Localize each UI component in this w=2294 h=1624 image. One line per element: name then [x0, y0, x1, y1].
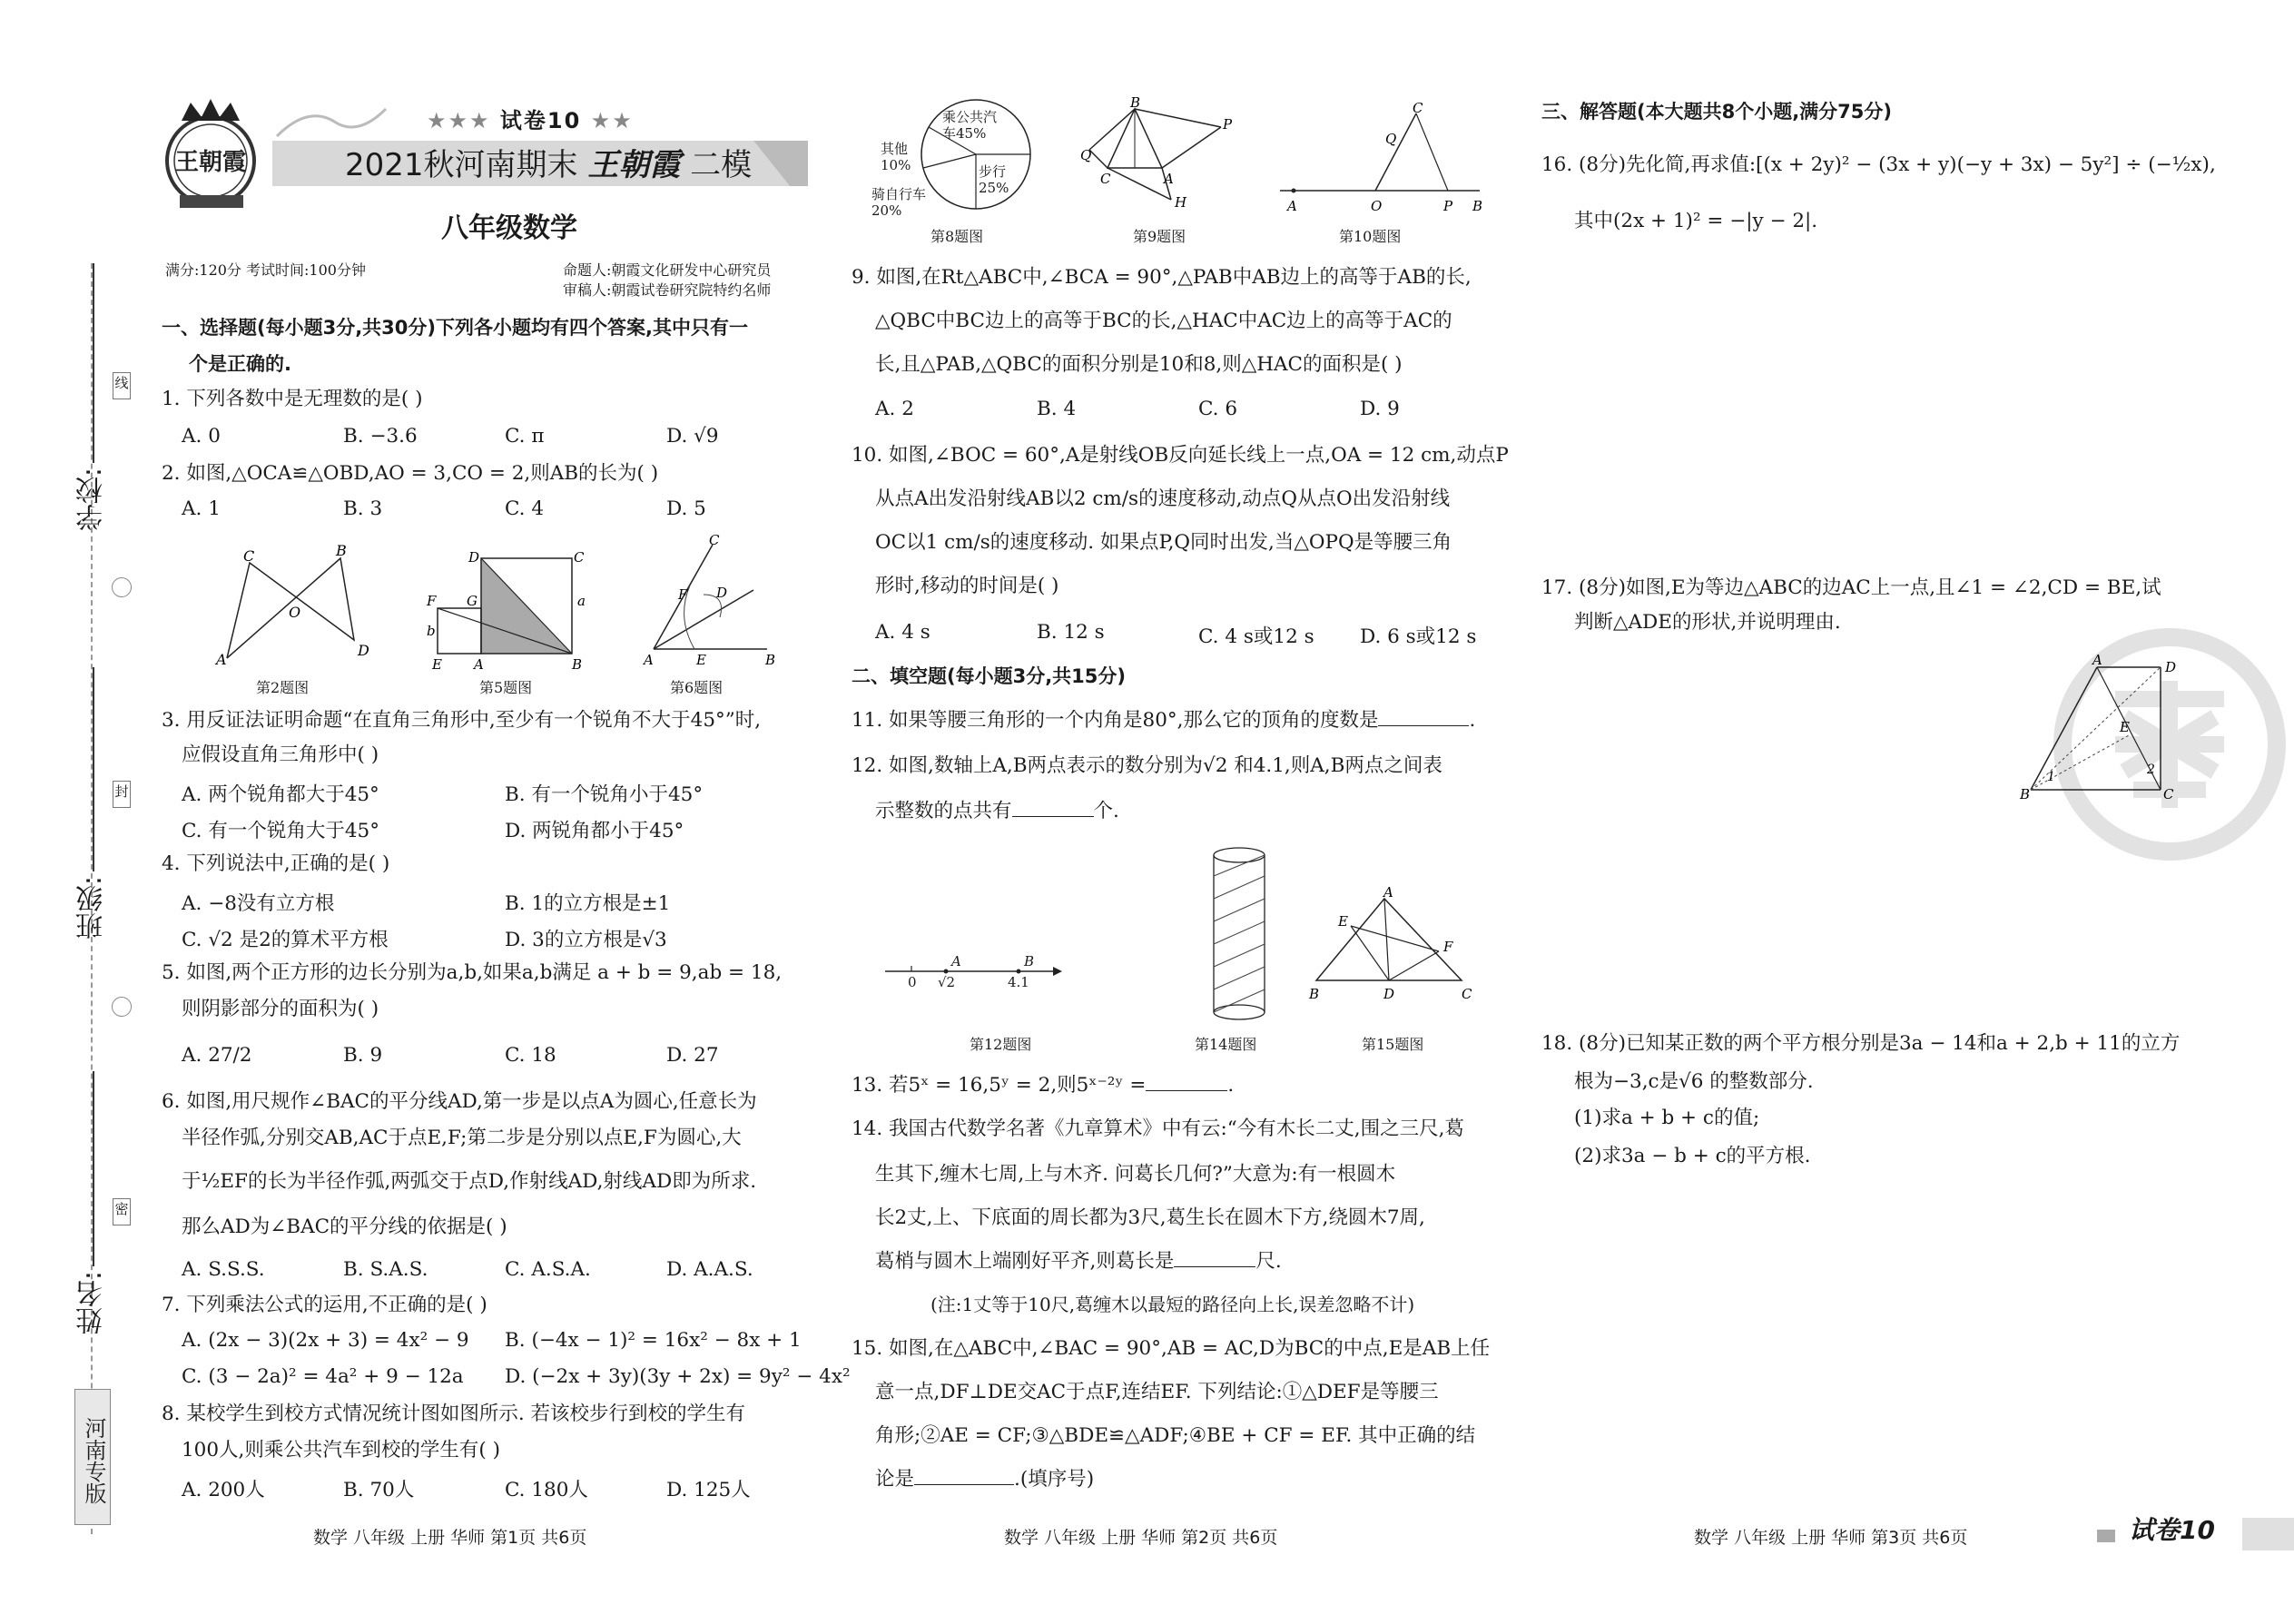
q6-option-a[interactable]: A. S.S.S.: [182, 1258, 265, 1281]
svg-text:G: G: [467, 593, 478, 609]
svg-text:a: a: [577, 593, 586, 609]
svg-text:A: A: [1164, 171, 1174, 187]
caption-fig2: 第2题图: [256, 679, 310, 696]
q14-stem-4: [875, 1249, 1282, 1275]
svg-text:P: P: [1443, 198, 1453, 214]
pie-label-bike: 骑自行车20%: [871, 186, 927, 219]
svg-text:C: C: [243, 547, 255, 565]
seal-mark-seal: 封: [113, 781, 131, 808]
q10-stem-1: 10. 如图,∠BOC = 60°,A是射线OB反向延长线上一点,OA = 12 cm,动点P: [852, 444, 1509, 467]
q13-stem: 13. 若5ˣ = 16,5ʸ = 2,则5ˣ⁻²ʸ = .: [852, 1074, 1235, 1097]
svg-text:F: F: [1443, 939, 1453, 955]
figure-q17: [2020, 645, 2201, 803]
exam-suffix: 二模: [690, 147, 753, 183]
svg-text:O: O: [289, 604, 301, 621]
nl-b-label: B: [1024, 953, 1035, 969]
q3-option-b[interactable]: B. 有一个锐角小于45°: [505, 783, 704, 806]
class-label: 班级:: [76, 876, 108, 940]
svg-text:B: B: [572, 656, 583, 673]
school-label: 学校:: [76, 468, 108, 532]
pie-label-bus: 乘公共汽车45%: [942, 109, 998, 142]
q12-answer-blank[interactable]: [1012, 799, 1094, 817]
caption-fig5: 第5题图: [479, 679, 533, 696]
section1-title-cont: 个是正确的.: [189, 353, 291, 375]
svg-text:A: A: [216, 651, 227, 668]
q8-option-b[interactable]: B. 70人: [343, 1479, 415, 1501]
svg-text:1: 1: [2047, 770, 2055, 784]
seal-mark-secret: 密: [113, 1198, 131, 1225]
q17-stem-2: 判断△ADE的形状,并说明理由.: [1574, 611, 1841, 634]
q8-option-c[interactable]: C. 180人: [505, 1479, 588, 1501]
q10-option-b[interactable]: B. 12 s: [1037, 621, 1105, 644]
svg-text:C: C: [1413, 100, 1423, 116]
nl-sqrt2: √2: [938, 974, 956, 990]
caption-fig12: 第12题图: [970, 1036, 1032, 1053]
q17-stem-1: 17. (8分)如图,E为等边△ABC的边AC上一点,且∠1 = ∠2,CD = BE,试: [1541, 576, 2161, 599]
caption-fig9: 第9题图: [1133, 228, 1186, 245]
q15-text-tail: .(填序号): [1014, 1468, 1095, 1491]
q11-stem: 11. 如果等腰三角形的一个内角是80°,那么它的顶角的度数是 .: [852, 709, 1476, 732]
q3-option-c[interactable]: C. 有一个锐角大于45°: [182, 820, 379, 842]
q6-option-c[interactable]: C. A.S.A.: [505, 1258, 591, 1281]
q9-stem-2: △QBC中BC边上的高等于BC的长,△HAC中AC边上的高等于AC的: [875, 310, 1452, 332]
q18-stem-2: 根为−3,c是√6 的整数部分.: [1574, 1070, 1814, 1093]
footer-page2: 数学 八年级 上册 华师 第2页 共6页: [1004, 1528, 1278, 1548]
q14-stem-1: 14. 我国古代数学名著《九章算术》中有云:“今有木长二丈,围之三尺,葛: [852, 1117, 1464, 1140]
q14-text: 葛梢与圆木上端刚好平齐,则葛长是: [875, 1250, 1175, 1273]
seal-mark-line: 线: [113, 372, 131, 399]
q4-option-c[interactable]: C. √2 是2的算术平方根: [182, 929, 389, 951]
svg-text:D: D: [358, 642, 369, 659]
q15-stem-3: 角形;②AE = CF;③△BDE≌△ADF;④BE + CF = EF. 其中正确的结: [875, 1424, 1476, 1447]
q1-option-d[interactable]: D. √9: [666, 425, 719, 448]
q5-option-d[interactable]: D. 27: [666, 1044, 719, 1067]
q15-text: 论是: [875, 1468, 915, 1491]
figure-q5: [427, 549, 590, 672]
q4-stem: 4. 下列说法中,正确的是( ): [162, 852, 390, 875]
svg-text:C: C: [709, 532, 720, 548]
q2-option-b[interactable]: B. 3: [343, 497, 383, 520]
q2-option-c[interactable]: C. 4: [505, 497, 545, 520]
edition-badge: 河南专版: [74, 1389, 111, 1525]
q5-option-c[interactable]: C. 18: [505, 1044, 556, 1067]
q6-option-b[interactable]: B. S.A.S.: [343, 1258, 428, 1281]
svg-text:D: D: [716, 585, 728, 601]
q10-option-a[interactable]: A. 4 s: [875, 621, 930, 644]
svg-text:B: B: [765, 652, 776, 668]
svg-text:B: B: [1472, 198, 1483, 214]
q11-text: 11. 如果等腰三角形的一个内角是80°,那么它的顶角的度数是: [852, 709, 1379, 732]
paper-label: ★★★ 试卷10 ★★: [427, 108, 634, 133]
brand-name: 王朝霞: [587, 147, 681, 183]
nl-a-label: A: [951, 953, 961, 969]
footer-page3: 数学 八年级 上册 华师 第3页 共6页: [1694, 1528, 1968, 1548]
q2-option-d[interactable]: D. 5: [666, 497, 706, 520]
caption-fig10: 第10题图: [1339, 228, 1402, 245]
svg-text:B: B: [1309, 986, 1320, 1002]
exam-info: 满分:120分 考试时间:100分钟: [165, 261, 366, 279]
footer-deco-block: [2097, 1530, 2115, 1542]
svg-text:F: F: [678, 586, 688, 603]
svg-text:B: B: [2020, 786, 2031, 802]
q7-option-c[interactable]: C. (3 − 2a)² = 4a² + 9 − 12a: [182, 1365, 464, 1388]
figure-q9: [1080, 94, 1262, 218]
q6-stem-4: 那么AD为∠BAC的平分线的依据是( ): [182, 1216, 507, 1238]
q9-stem-1: 9. 如图,在Rt△ABC中,∠BCA = 90°,△PAB中AB边上的高等于AB的长,: [852, 266, 1472, 289]
q18-sub-2: (2)求3a − b + c的平方根.: [1574, 1145, 1811, 1167]
q14-note: (注:1丈等于10尺,葛缠木以最短的路径向上长,误差忽略不计): [930, 1294, 1415, 1315]
svg-text:A: A: [1287, 198, 1297, 214]
q10-stem-2: 从点A出发沿射线AB以2 cm/s的速度移动,动点Q从点O出发沿射线: [875, 487, 1451, 510]
caption-fig8: 第8题图: [930, 228, 984, 245]
svg-text:A: A: [474, 656, 484, 673]
caption-fig6: 第6题图: [670, 679, 724, 696]
q2-option-a[interactable]: A. 1: [182, 497, 221, 520]
q10-option-d[interactable]: D. 6 s或12 s: [1360, 625, 1477, 648]
q4-option-b[interactable]: B. 1的立方根是±1: [505, 892, 671, 915]
q18-stem-1: 18. (8分)已知某正数的两个平方根分别是3a − 14和a + 2,b + 11的立方: [1541, 1032, 2181, 1055]
svg-text:B: B: [1130, 94, 1141, 111]
reviewer-info: 审稿人:朝霞试卷研究院特约名师: [563, 281, 772, 299]
q1-option-c[interactable]: C. π: [505, 425, 545, 448]
footer-page1: 数学 八年级 上册 华师 第1页 共6页: [313, 1528, 587, 1548]
q1-stem: 1. 下列各数中是无理数的是( ): [162, 388, 423, 410]
subject-title: 八年级数学: [441, 212, 577, 244]
q3-stem-1: 3. 用反证法证明命题“在直角三角形中,至少有一个锐角不大于45°”时,: [162, 709, 762, 732]
svg-text:C: C: [1462, 986, 1472, 1002]
svg-text:C: C: [2163, 786, 2174, 802]
svg-text:E: E: [2120, 719, 2130, 735]
svg-text:F: F: [427, 593, 437, 609]
q4-option-d[interactable]: D. 3的立方根是√3: [505, 929, 667, 951]
section2-title: 二、填空题(每小题3分,共15分): [852, 665, 1127, 687]
q10-option-c[interactable]: C. 4 s或12 s: [1198, 625, 1314, 648]
q13-text: 13. 若5ˣ = 16,5ʸ = 2,则5ˣ⁻²ʸ =: [852, 1074, 1147, 1097]
q5-stem-1: 5. 如图,两个正方形的边长分别为a,b,如果a,b满足 a + b = 9,ab = 18,: [162, 961, 783, 984]
svg-text:B: B: [336, 542, 347, 559]
svg-text:C: C: [574, 549, 585, 566]
q5-option-b[interactable]: B. 9: [343, 1044, 383, 1067]
caption-fig15: 第15题图: [1362, 1036, 1424, 1053]
q9-option-c[interactable]: C. 6: [1198, 398, 1238, 420]
svg-text:Q: Q: [1080, 147, 1092, 163]
q12-text-tail: 个.: [1093, 800, 1119, 822]
section1-title: 一、选择题(每小题3分,共30分)下列各小题均有四个答案,其中只有一: [162, 317, 748, 339]
figure-q10: [1262, 100, 1489, 218]
q6-stem-2: 半径作弧,分别交AB,AC于点E,F;第二步是分别以点E,F为圆心,大: [182, 1127, 742, 1149]
paper-label-text: 试卷10: [499, 108, 582, 133]
svg-text:b: b: [427, 623, 436, 639]
name-label: 姓名:: [76, 1271, 108, 1335]
page2-column: [835, 0, 1525, 1624]
svg-text:D: D: [2165, 659, 2177, 675]
q6-option-d[interactable]: D. A.A.S.: [666, 1258, 753, 1281]
q3-option-a[interactable]: A. 两个锐角都大于45°: [182, 783, 379, 806]
q12-stem-1: 12. 如图,数轴上A,B两点表示的数分别为√2 和4.1,则A,B两点之间表: [852, 754, 1442, 777]
svg-text:E: E: [696, 652, 706, 668]
figure-q15: [1307, 884, 1472, 1003]
q1-option-a[interactable]: A. 0: [182, 425, 221, 448]
q15-stem-4: [875, 1467, 1094, 1492]
svg-text:E: E: [1338, 913, 1348, 930]
svg-text:Q: Q: [1385, 131, 1397, 147]
q7-stem: 7. 下列乘法公式的运用,不正确的是( ): [162, 1294, 487, 1316]
page1-column: [0, 0, 851, 1624]
q3-option-d[interactable]: D. 两锐角都小于45°: [505, 820, 684, 842]
q4-option-a[interactable]: A. −8没有立方根: [182, 892, 335, 915]
svg-text:2: 2: [2147, 763, 2155, 777]
svg-text:A: A: [2092, 652, 2102, 668]
q6-stem-3: 于½EF的长为半径作弧,两弧交于点D,作射线AD,射线AD即为所求.: [182, 1170, 757, 1193]
q10-stem-4: 形时,移动的时间是( ): [875, 575, 1059, 597]
figure-q14-cylinder: [1207, 844, 1271, 1026]
q5-stem-2: 则阴影部分的面积为( ): [182, 998, 379, 1020]
footer-paper-label: 试卷10: [2129, 1515, 2215, 1545]
q12-text: 示整数的点共有: [875, 800, 1012, 822]
svg-text:A: A: [644, 652, 654, 668]
svg-text:A: A: [1383, 884, 1393, 901]
figure-q2: [209, 542, 381, 672]
q5-option-a[interactable]: A. 27/2: [182, 1044, 252, 1067]
section3-title: 三、解答题(本大题共8个小题,满分75分): [1541, 101, 1893, 123]
svg-text:O: O: [1371, 198, 1383, 214]
q13-answer-blank[interactable]: [1146, 1073, 1227, 1091]
svg-text:P: P: [1223, 116, 1233, 133]
pie-label-other: 其他10%: [881, 141, 911, 173]
caption-fig14: 第14题图: [1195, 1036, 1257, 1053]
q7-option-a[interactable]: A. (2x − 3)(2x + 3) = 4x² − 9: [182, 1329, 469, 1352]
q9-option-b[interactable]: B. 4: [1037, 398, 1077, 420]
q1-option-b[interactable]: B. −3.6: [343, 425, 418, 448]
author-info: 命题人:朝霞文化研发中心研究员: [563, 261, 772, 279]
q16-stem-1: 16. (8分)先化简,再求值:[(x + 2y)² − (3x + y)(−y + 3x) − 5y²] ÷ (−½x),: [1541, 153, 2216, 176]
svg-text:D: D: [1383, 986, 1395, 1002]
q7-option-b[interactable]: B. (−4x − 1)² = 16x² − 8x + 1: [505, 1329, 802, 1352]
svg-text:D: D: [468, 549, 480, 566]
svg-text:E: E: [432, 656, 442, 673]
q8-option-d[interactable]: D. 125人: [666, 1479, 751, 1501]
q10-stem-3: OC以1 cm/s的速度移动. 如果点P,Q同时出发,当△OPQ是等腰三角: [875, 531, 1452, 554]
q14-stem-3: 长2丈,上、下底面的周长都为3尺,葛生长在圆木下方,绕圆木7周,: [875, 1206, 1425, 1229]
q16-stem-2: 其中(2x + 1)² = −|y − 2|.: [1574, 210, 1818, 232]
q14-text-tail: 尺.: [1255, 1250, 1282, 1273]
q14-stem-2: 生其下,缠木七周,上与木齐. 问葛长几何?”大意为:有一根圆木: [875, 1163, 1396, 1186]
svg-text:王朝霞: 王朝霞: [174, 149, 247, 176]
page3-column: [1525, 0, 2294, 1624]
q8-option-a[interactable]: A. 200人: [182, 1479, 265, 1501]
q6-stem-1: 6. 如图,用尺规作∠BAC的平分线AD,第一步是以点A为圆心,任意长为: [162, 1090, 757, 1113]
q15-answer-blank[interactable]: [914, 1467, 1014, 1485]
q2-stem: 2. 如图,△OCA≌△OBD,AO = 3,CO = 2,则AB的长为( ): [162, 462, 659, 485]
q9-stem-3: 长,且△PAB,△QBC的面积分别是10和8,则△HAC的面积是( ): [875, 353, 1403, 376]
q7-option-d[interactable]: D. (−2x + 3y)(3y + 2x) = 9y² − 4x²: [505, 1365, 851, 1388]
q18-sub-1: (1)求a + b + c的值;: [1574, 1107, 1760, 1129]
figure-q6: [640, 532, 785, 672]
svg-text:C: C: [1100, 171, 1111, 187]
figure-q12-number-line: [881, 944, 1062, 999]
q8-stem-1: 8. 某校学生到校方式情况统计图如图所示. 若该校步行到校的学生有: [162, 1403, 746, 1425]
q9-option-d[interactable]: D. 9: [1360, 398, 1400, 420]
q11-answer-blank[interactable]: [1378, 708, 1469, 726]
q15-stem-1: 15. 如图,在△ABC中,∠BAC = 90°,AB = AC,D为BC的中点,E是AB上任: [852, 1337, 1491, 1360]
q15-stem-2: 意一点,DF⊥DE交AC于点F,连结EF. 下列结论:①△DEF是等腰三: [875, 1381, 1439, 1403]
svg-text:H: H: [1175, 194, 1187, 211]
q3-stem-2: 应假设直角三角形中( ): [182, 743, 379, 766]
q14-answer-blank[interactable]: [1174, 1249, 1255, 1267]
pie-label-walk: 步行25%: [979, 163, 1009, 196]
q12-stem-2: [875, 799, 1119, 824]
footer-gray-tab: [2242, 1518, 2294, 1550]
q9-option-a[interactable]: A. 2: [875, 398, 914, 420]
nl-b-value: 4.1: [1008, 974, 1029, 990]
nl-zero: 0: [908, 974, 917, 990]
q8-stem-2: 100人,则乘公共汽车到校的学生有( ): [182, 1439, 500, 1462]
exam-title: 2021秋河南期末: [345, 147, 578, 183]
